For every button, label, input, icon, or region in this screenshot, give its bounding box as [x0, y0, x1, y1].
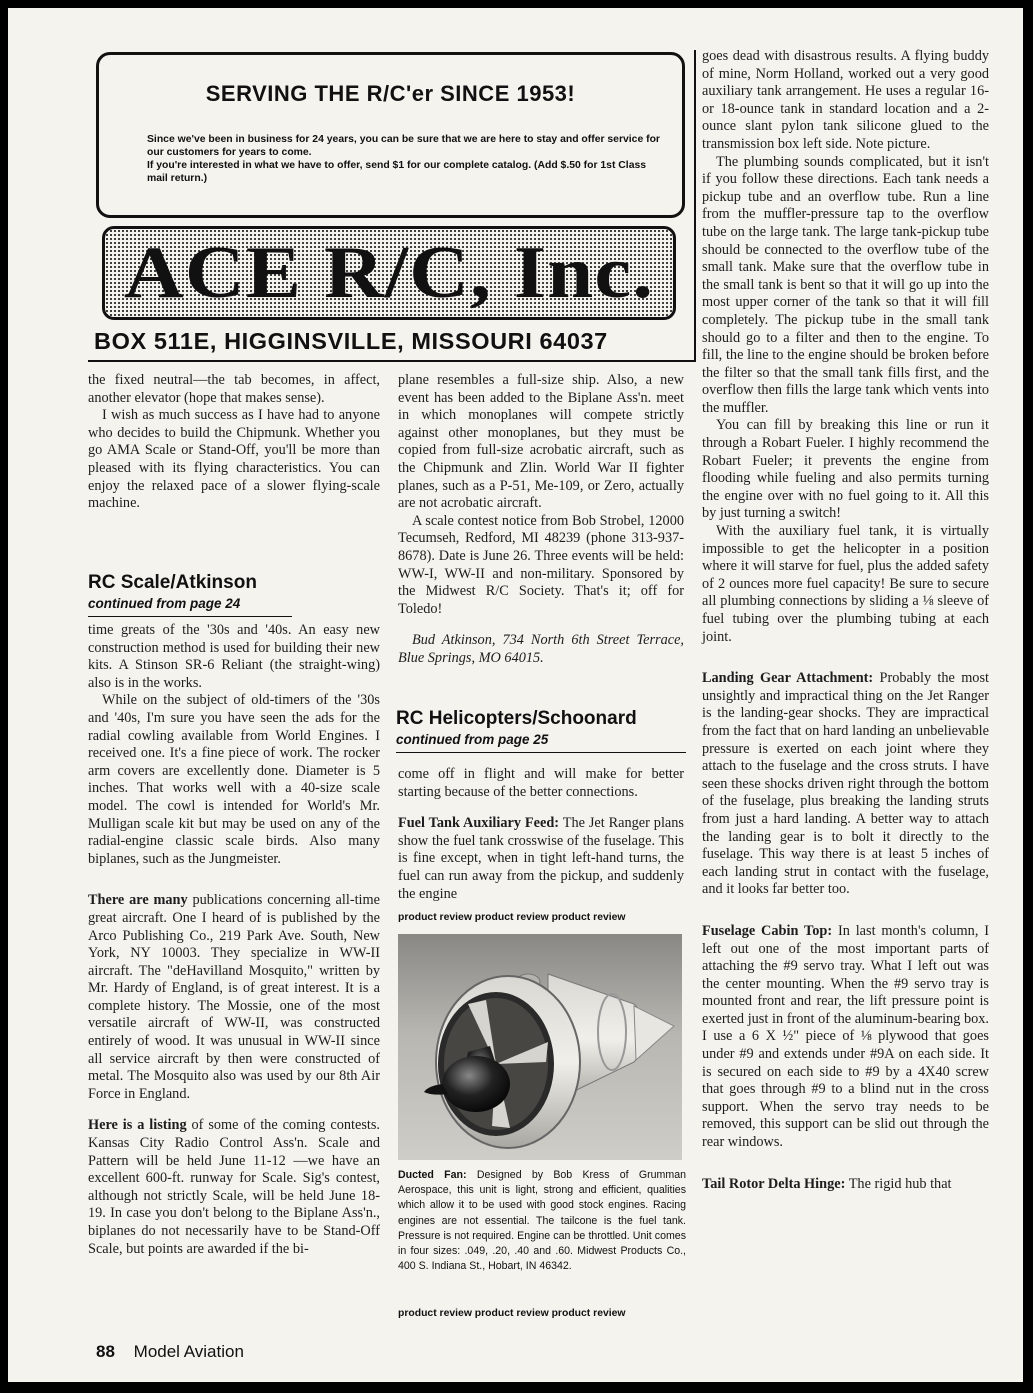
caption-lead: Ducted Fan: — [398, 1169, 467, 1181]
paragraph-lead: Fuel Tank Auxiliary Feed: — [398, 815, 560, 832]
paragraph: With the auxiliary fuel tank, it is virtually impossible to get the helicopter in a position where it will starve for fuel, plus the added safety of 2 ounces more fuel capacity! Be sure to secure all plumbing connections by sliding a ⅛ sleeve of fuel tubing over the plumbing tubing at each joint. — [702, 523, 989, 645]
ducted-fan-photo — [398, 934, 682, 1160]
ad-text-box — [96, 52, 685, 218]
paragraph — [88, 1117, 380, 1258]
section-rule — [396, 752, 686, 753]
paragraph-text: of some of the coming contests. Kansas City Radio Control Ass'n. Scale and Pattern will be held June 11-12 —we have an excellent 600-ft. runway for Scale. Sig's contest, although not strictly Scale, will be held June 18-19. In case you don't belong to the Biplane Ass'n., biplanes do not necessarily have to be Stand-Off Scale, but points are awarded if the bi- — [88, 1117, 380, 1257]
paragraph: A scale contest notice from Bob Strobel, 12000 Tecumseh, Redford, MI 48239 (phone 313-937-8678). Date is June 26. Three events will be held: WW-I, WW-II and non-military. Sponsored by the Midwest R/C Society. That's it; off for Toledo! — [398, 512, 684, 617]
paragraph-text: The Jet Ranger plans show the fuel tank crosswise of the fuselage. This is fine except, when in tight left-hand turns, the fuel can run away from the pickup, and suddenly the engine — [398, 815, 684, 902]
section-rule — [88, 616, 292, 617]
paragraph-text: publications concerning all-time great aircraft. One I heard of is published by the Arco Publishing Co., 219 Park Ave. South, New York, NY 10003. They specialize in WW-II aircraft. The "deHavilland Mosquito," written by Mr. Hardy of England, is of great interest. It is a complete history. The Mossie, one of the most versatile aircraft of WW-II, was constructed entirely of wood. It was unusual in WW-II since all service aircraft by then were constructed of metal. The Mosquito also was used by our 8th Air Force in England. — [88, 892, 380, 1102]
paragraph-lead: There are many — [88, 892, 188, 909]
paragraph: While on the subject of old-timers of the '30s and '40s, I'm sure you have seen the ads for the radial cowling available from World Engines. I received one. It's a fine piece of work. The rocker arm covers are excellently done. Diameter is 5 inches. That works well with a 40-size scale model. The cowl is intended for World's Mr. Mulligan scale kit but may be used on any of the radial-engine classic scale birds. Also many biplanes, such as the Jungmeister. — [88, 692, 380, 867]
section-title: RC Helicopters/Schoonard — [396, 708, 637, 729]
ad-body — [147, 133, 667, 185]
page-footer — [96, 1342, 244, 1362]
product-review-strip-bottom: product review product review product review — [398, 1308, 626, 1319]
paragraph: time greats of the '30s and '40s. An easy new construction method is used for building their new kits. A Stinson SR-6 Reliant (the straight-wing) also is in the works. — [88, 622, 380, 691]
paragraph-lead: Here is a listing — [88, 1117, 187, 1134]
magazine-page — [8, 8, 1023, 1382]
column-2-body — [398, 766, 684, 903]
ace-rc-advertisement — [92, 50, 692, 360]
paragraph — [88, 892, 380, 1103]
ad-bottom-rule — [88, 360, 694, 362]
paragraph-lead: Tail Rotor Delta Hinge: — [702, 1175, 846, 1192]
section-header-rc-helicopters — [396, 708, 686, 753]
paragraph-text: The rigid hub that — [845, 1175, 952, 1192]
paragraph-text: In last month's column, I left out one of the most important parts of attaching the #9 servo tray. What I left out was the center mounting. When the #9 servo tray is mounted front and rear, the lift pressure point is exerted just in front of the aluminum-bearing box. I use a 6 X ½" piece of ⅛ plywood that goes under #9 and extends under #9A on each side. It is secured on each side to #9 by a 4X40 screw that goes through #9 to a blind nut in the cross support. When the servo tray needs to be removed, this support can be slid out through the rear windows. — [702, 922, 990, 1151]
section-header-rc-scale — [88, 572, 292, 617]
ad-right-rule — [694, 50, 696, 362]
paragraph: I wish as much success as I have had to anyone who decides to build the Chipmunk. Whether you go AMA Scale or Stand-Off, you'll be more than pleased with its flying characteristics. You can enjoy the relaxed pace of a slower flying-scale machine. — [88, 407, 380, 512]
section-continued: continued from page 24 — [88, 596, 241, 611]
ad-logo-text: ACE R/C, Inc. — [123, 232, 655, 314]
ad-body-line1: Since we've been in business for 24 years, you can be sure that we are here to stay and offer service for our customers for years to come. — [147, 134, 660, 158]
paragraph — [702, 923, 989, 1152]
column-2-top — [398, 372, 684, 668]
signature: Bud Atkinson, 734 North 6th Street Terrace, Blue Springs, MO 64015. — [398, 632, 684, 666]
paragraph-text: Probably the most unsightly and impractical thing on the Jet Ranger is the landing-gear shocks. They are impractical from the fact that on hard landing an unbelievable pressure is exerted on each joint where they attach to the fuselage and the cross struts. I have seen these shocks driven right through the bottom of the fuselage, plus breaking the landing struts from just a hard landing. A better way to attach the landing gear is to bolt it directly to the fuselage. This way there is at least 5 inches of each landing strut in contact with the fuselage, and it looks far better too. — [702, 670, 989, 898]
ad-address: BOX 511E, HIGGINSVILLE, MISSOURI 64037 — [94, 328, 608, 354]
ad-body-line2: If you're interested in what we have to offer, send $1 for our complete catalog. (Add $.50 for 1st Class mail return.) — [147, 160, 647, 184]
paragraph — [702, 1176, 989, 1194]
magazine-title: Model Aviation — [133, 1342, 244, 1361]
paragraph: goes dead with disastrous results. A flying buddy of mine, Norm Holland, worked out a very good auxiliary tank arrangement. He uses a regular 16- or 18-ounce tank in standard location and a 2-ounce slant pylon tank silicone glued to the transmission box left side. Note picture. — [702, 48, 989, 152]
ducted-fan-illustration — [398, 934, 682, 1160]
column-1-top — [88, 372, 380, 513]
paragraph: the fixed neutral—the tab becomes, in affect, another elevator (hope that makes sense). — [88, 372, 380, 406]
paragraph-lead: Landing Gear Attachment: — [702, 670, 874, 687]
column-3 — [702, 48, 989, 1193]
column-1-body — [88, 622, 380, 1258]
ad-headline: SERVING THE R/C'er SINCE 1953! — [205, 81, 576, 106]
paragraph — [398, 815, 684, 903]
paragraph: come off in flight and will make for better starting because of the better connections. — [398, 766, 684, 800]
paragraph: The plumbing sounds complicated, but it isn't if you follow these directions. Each tank needs a pickup tube and an overflow tube. Run a line from the muffler-pressure tap to the overflow tube on the large tank. The large tank-pickup tube should be connected to the overflow tube of the small tank. Make sure that the overflow tube in the small tank is bent so that it will go up into the most upper corner of the tank so that it will fill completely. The pickup tube in the small tank should go to a filter and then to the engine. To fill, the line to the engine should be broken before the filter so that the small tank fills first, and the overflow then fills the large tank which vents into the muffler. — [702, 153, 989, 416]
paragraph-lead: Fuselage Cabin Top: — [702, 922, 833, 939]
paragraph: plane resembles a full-size ship. Also, a new event has been added to the Biplane Ass'n. meet in which monoplanes will compete strictly against other monoplanes, but they must be copied from full-size acrobatic aircraft, such as the Chipmunk and Zlin. World War II fighter planes, such as a P-51, Me-109, or Zero, actually are not acrobatic aircraft. — [398, 372, 684, 512]
photo-caption — [398, 1168, 686, 1274]
section-title: RC Scale/Atkinson — [88, 572, 257, 593]
paragraph: You can fill by breaking this line or run it through a Robart Fueler. I highly recommend the Robart Fueler; it prevents the engine from flooding while fueling and also permits turning the engine over with no fuel going to it. All this by just turning a switch! — [702, 417, 989, 522]
page-number: 88 — [96, 1342, 115, 1361]
paragraph — [702, 670, 989, 899]
caption-text: Designed by Bob Kress of Grumman Aerospace, this unit is light, strong and efficient, qualities which allow it to be used with good stock engines. Racing engines are not essential. The tailcone is the fuel tank. Pressure is not required. Engine can be throttled. Unit comes in four sizes: .049, .20, .40 and .60. Midwest Products Co., 400 S. Indiana St., Hobart, IN 46342. — [398, 1169, 686, 1273]
product-review-strip-top: product review product review product review — [398, 912, 626, 923]
section-continued: continued from page 25 — [396, 732, 549, 747]
ace-rc-logo — [102, 226, 676, 320]
